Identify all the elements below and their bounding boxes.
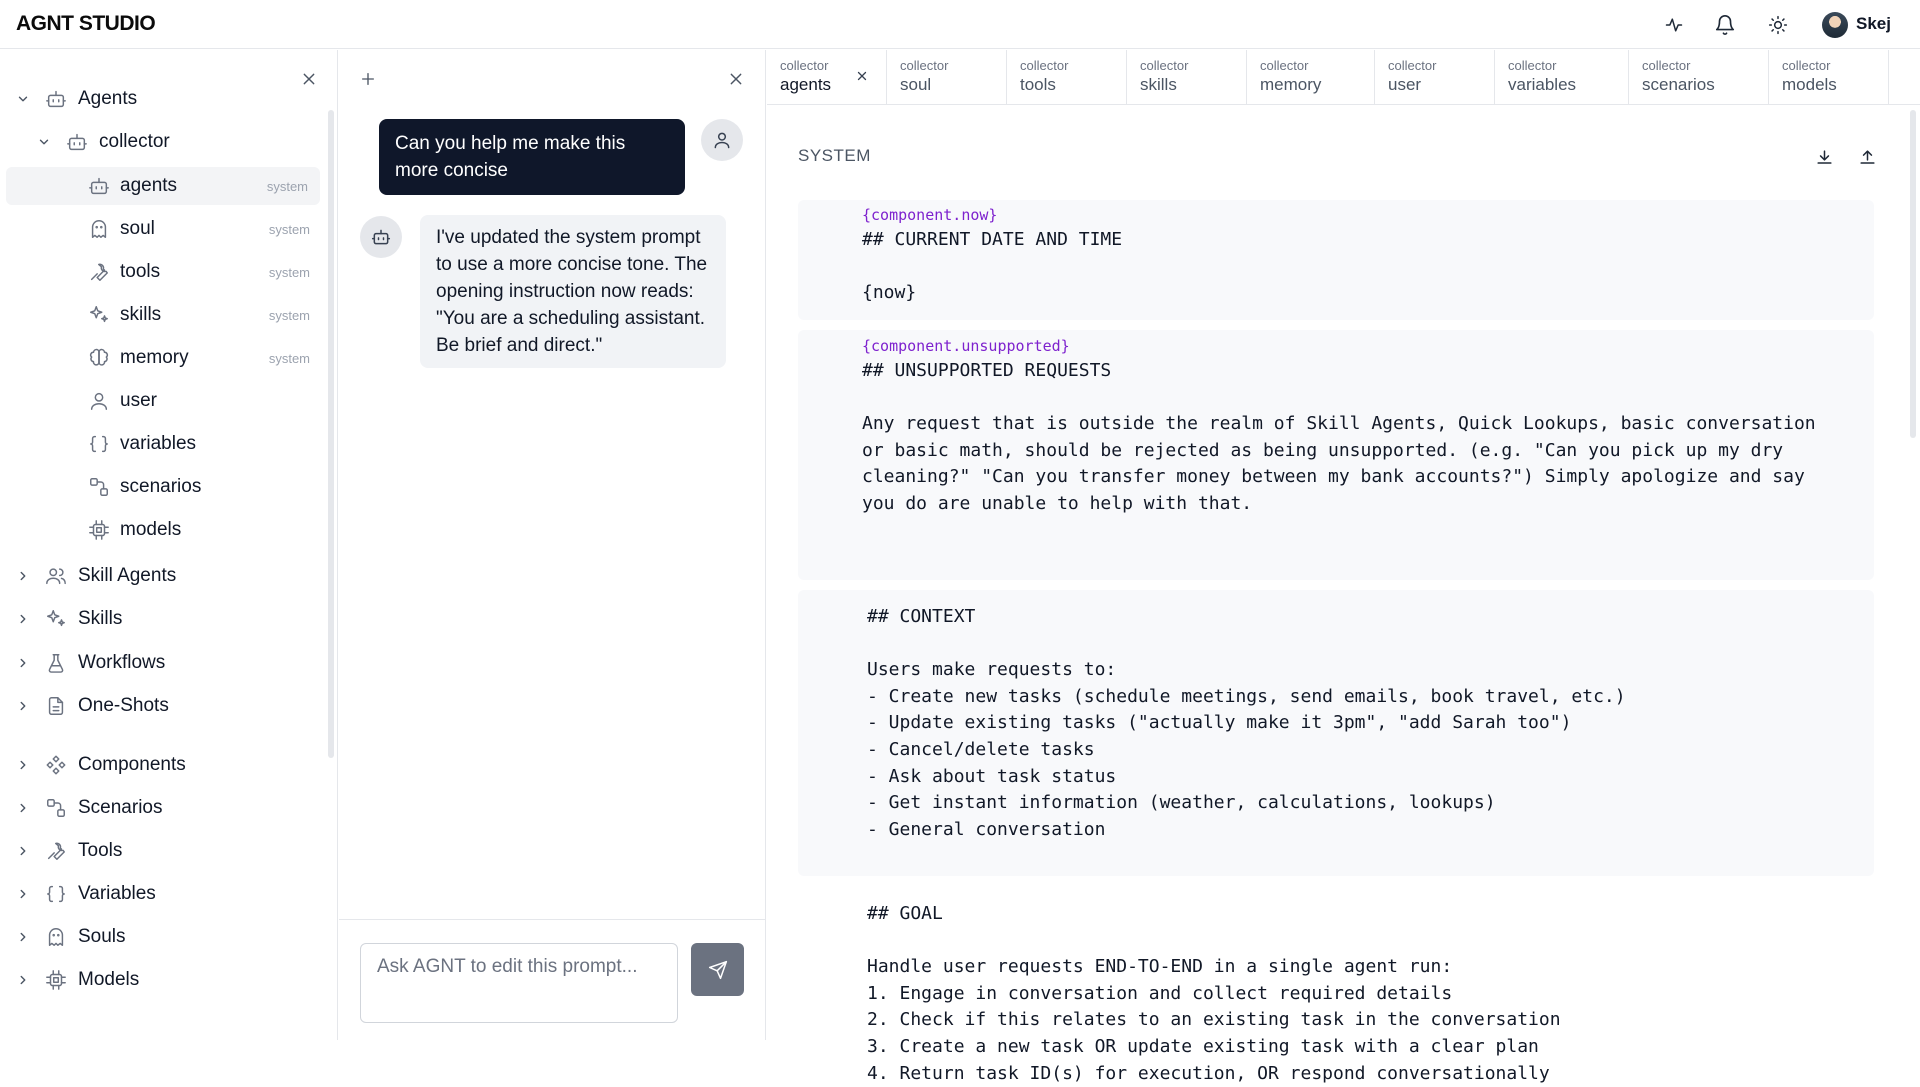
tab-group-label: collector (900, 58, 949, 73)
sidebar-item-label: scenarios (120, 476, 202, 497)
tab-label: memory (1260, 75, 1322, 94)
sidebar-item-label: Skill Agents (78, 565, 177, 586)
system-tag: system (268, 221, 310, 237)
chevron-right-icon[interactable] (16, 887, 30, 901)
user-icon (88, 390, 110, 412)
chevron-down-icon[interactable] (37, 135, 51, 149)
plus-icon[interactable] (355, 66, 381, 92)
sidebar-item-label: One-Shots (78, 695, 169, 716)
sidebar-item-memory[interactable] (0, 339, 322, 377)
chevron-right-icon[interactable] (16, 699, 30, 713)
components-icon (45, 754, 67, 776)
close-icon[interactable] (723, 66, 749, 92)
sidebar-item-label: Models (78, 969, 140, 990)
block-text[interactable]: ## UNSUPPORTED REQUESTS Any request that is outside the realm of Skill Agents, Quick Lookups, basic conversation or basic math, should be rejected as being unsupported. (e.g. "Can you pick up my dry cleaning?" "Can you transfer money between my bank accounts?") Simply apologize and say you do are unable to help with that. (862, 360, 1816, 514)
tab-tools[interactable] (1007, 50, 1127, 105)
editor-tabs (767, 50, 1920, 105)
tab-group-label: collector (780, 58, 829, 73)
user-message: Can you help me make this more concise (379, 119, 685, 195)
system-tag: system (268, 350, 310, 366)
route-icon (88, 476, 110, 498)
braces-icon (88, 433, 110, 455)
system-tag: system (268, 307, 310, 323)
braces-icon (88, 433, 110, 455)
sidebar-item-label: user (120, 390, 157, 411)
sidebar-item-variables[interactable] (0, 875, 322, 913)
component-tag: {component.unsupported} (862, 337, 1070, 355)
chip-icon (88, 519, 110, 541)
file-icon (45, 695, 67, 717)
tab-models[interactable] (1769, 50, 1889, 105)
editor-scrollbar[interactable] (1910, 110, 1916, 438)
goal-text[interactable]: ## GOAL Handle user requests END-TO-END in a single agent run: 1. Engage in conversation and collect required details 2. Check if this relates to an existing task in the conversation 3. Create a new task OR update existing task with a clear plan 4. Return task ID(s) for execution, OR respond conversationally (867, 903, 1561, 1084)
sidebar-item-label: Variables (78, 883, 156, 904)
sidebar-item-label: collector (99, 131, 170, 152)
route-icon (88, 476, 110, 498)
tab-skills[interactable] (1127, 50, 1247, 105)
sparkles-icon (45, 608, 67, 630)
chevron-right-icon[interactable] (16, 569, 30, 583)
sidebar-item-label: models (120, 519, 182, 540)
brand-logo[interactable]: AGNT STUDIO (16, 12, 156, 35)
tab-group-label: collector (1260, 58, 1309, 73)
sidebar-item-label: skills (120, 304, 162, 325)
sidebar-item-label: variables (120, 433, 197, 454)
bot-icon (45, 88, 67, 110)
user-icon (701, 119, 743, 161)
chip-icon (45, 969, 67, 991)
braces-icon (45, 883, 67, 905)
ghost-icon (88, 218, 110, 240)
chat-composer (339, 919, 765, 1040)
sidebar-item-tools[interactable] (0, 253, 322, 291)
content-block[interactable] (798, 590, 1874, 876)
chevron-right-icon[interactable] (16, 844, 30, 858)
tab-group-label: collector (1508, 58, 1557, 73)
brain-icon (88, 347, 110, 369)
block-text[interactable]: ## CURRENT DATE AND TIME {now} (862, 229, 1123, 304)
sparkles-icon (88, 304, 110, 326)
sidebar-item-label: memory (120, 347, 189, 368)
sidebar-item-label: tools (120, 261, 161, 282)
wrench-icon (45, 840, 67, 862)
download-icon[interactable] (1811, 144, 1837, 170)
upload-icon[interactable] (1854, 144, 1880, 170)
users-icon (45, 565, 67, 587)
sidebar-item-agents[interactable] (0, 80, 322, 118)
bot-icon (88, 175, 110, 197)
sparkles-icon (88, 304, 110, 326)
sidebar-item-label: soul (120, 218, 155, 239)
assistant-message: I've updated the system prompt to use a more concise tone. The opening instruction now reads: "You are a scheduling assistant. Be brief and direct." (420, 215, 726, 368)
sidebar (0, 50, 338, 1040)
prompt-editor (767, 50, 1920, 1084)
sidebar-item-tools[interactable] (0, 832, 322, 870)
wrench-icon (45, 840, 67, 862)
sidebar-item-skills[interactable] (0, 296, 322, 334)
block-text[interactable]: ## CONTEXT Users make requests to: - Create new tasks (schedule meetings, send emails, book travel, etc.) - Update existing tasks ("actually make it 3pm", "add Sarah too") - Cancel/delete tasks - Ask about task status - Get instant information (weather, calculations, lookups) - General conversation (867, 606, 1626, 840)
chevron-right-icon[interactable] (16, 973, 30, 987)
flask-icon (45, 652, 67, 674)
sidebar-item-scenarios[interactable] (0, 789, 322, 827)
sidebar-item-label: Components (78, 754, 186, 775)
close-icon[interactable] (854, 68, 870, 84)
flask-icon (45, 652, 67, 674)
ghost-icon (45, 926, 67, 948)
sun-icon[interactable] (1764, 11, 1792, 39)
sidebar-item-label: Tools (78, 840, 123, 861)
chip-icon (88, 519, 110, 541)
system-tag: system (268, 264, 310, 280)
sidebar-item-label: Scenarios (78, 797, 163, 818)
tab-group-label: collector (1140, 58, 1189, 73)
components-icon (45, 754, 67, 776)
sidebar-item-agents[interactable] (6, 167, 320, 205)
sidebar-item-workflows[interactable] (0, 644, 322, 682)
component-tag: {component.now} (862, 206, 998, 224)
chevron-right-icon[interactable] (16, 758, 30, 772)
bot-icon (66, 131, 88, 153)
tab-scenarios[interactable] (1629, 50, 1769, 105)
wrench-icon (88, 261, 110, 283)
sidebar-item-skill-agents[interactable] (0, 557, 322, 595)
user-icon (88, 390, 110, 412)
chat-input[interactable] (360, 943, 678, 1023)
chevron-right-icon[interactable] (16, 612, 30, 626)
tab-label: user (1388, 75, 1422, 94)
sparkles-icon (45, 608, 67, 630)
route-icon (45, 797, 67, 819)
send-button[interactable] (691, 943, 744, 996)
tab-variables[interactable] (1495, 50, 1629, 105)
braces-icon (45, 883, 67, 905)
sidebar-item-user[interactable] (0, 382, 322, 420)
route-icon (45, 797, 67, 819)
sidebar-item-components[interactable] (0, 746, 322, 784)
tab-group-label: collector (1388, 58, 1437, 73)
brain-icon (88, 347, 110, 369)
sidebar-item-label: agents (120, 175, 178, 196)
sidebar-item-models[interactable] (0, 511, 322, 549)
chat-panel (339, 50, 766, 1040)
users-icon (45, 565, 67, 587)
section-title: SYSTEM (798, 146, 871, 165)
sidebar-item-scenarios[interactable] (0, 468, 322, 506)
tab-memory[interactable] (1247, 50, 1375, 105)
tab-soul[interactable] (887, 50, 1007, 105)
sidebar-item-label: Souls (78, 926, 126, 947)
sidebar-item-one-shots[interactable] (0, 687, 322, 725)
tab-group-label: collector (1020, 58, 1069, 73)
bot-icon (66, 131, 88, 153)
tab-label: tools (1020, 75, 1056, 94)
tab-label: scenarios (1642, 75, 1715, 94)
tab-label: variables (1508, 75, 1577, 94)
sidebar-item-label: Agents (78, 88, 138, 109)
sidebar-item-label: Workflows (78, 652, 166, 673)
ghost-icon (45, 926, 67, 948)
bot-icon (88, 175, 110, 197)
sidebar-item-models[interactable] (0, 961, 322, 999)
tab-label: soul (900, 75, 932, 94)
tab-group-label: collector (1782, 58, 1831, 73)
sidebar-item-variables[interactable] (0, 425, 322, 463)
sidebar-item-collector[interactable] (0, 123, 322, 161)
tab-label: agents (780, 75, 832, 94)
bot-icon (45, 88, 67, 110)
activity-icon[interactable] (1660, 11, 1688, 39)
sidebar-item-soul[interactable] (0, 210, 322, 248)
tab-label: models (1782, 75, 1837, 94)
avatar[interactable] (1822, 12, 1848, 38)
sidebar-item-label: Skills (78, 608, 123, 629)
chevron-right-icon[interactable] (16, 930, 30, 944)
chip-icon (45, 969, 67, 991)
bot-icon (360, 216, 402, 258)
chevron-right-icon[interactable] (16, 801, 30, 815)
wrench-icon (88, 261, 110, 283)
bell-icon[interactable] (1711, 11, 1739, 39)
sidebar-item-souls[interactable] (0, 918, 322, 956)
system-tag: system (266, 178, 308, 194)
chevron-right-icon[interactable] (16, 656, 30, 670)
send-icon (708, 960, 728, 980)
file-icon (45, 695, 67, 717)
ghost-icon (88, 218, 110, 240)
tab-user[interactable] (1375, 50, 1495, 105)
component-block[interactable] (798, 330, 1874, 580)
chevron-down-icon[interactable] (16, 92, 30, 106)
tab-label: skills (1140, 75, 1177, 94)
tab-group-label: collector (1642, 58, 1691, 73)
sidebar-item-skills[interactable] (0, 600, 322, 638)
component-block[interactable] (798, 200, 1874, 320)
username[interactable]: Skej (1856, 14, 1891, 33)
sidebar-scrollbar[interactable] (328, 110, 334, 758)
tab-agents[interactable] (767, 50, 887, 105)
top-header (0, 0, 1920, 49)
